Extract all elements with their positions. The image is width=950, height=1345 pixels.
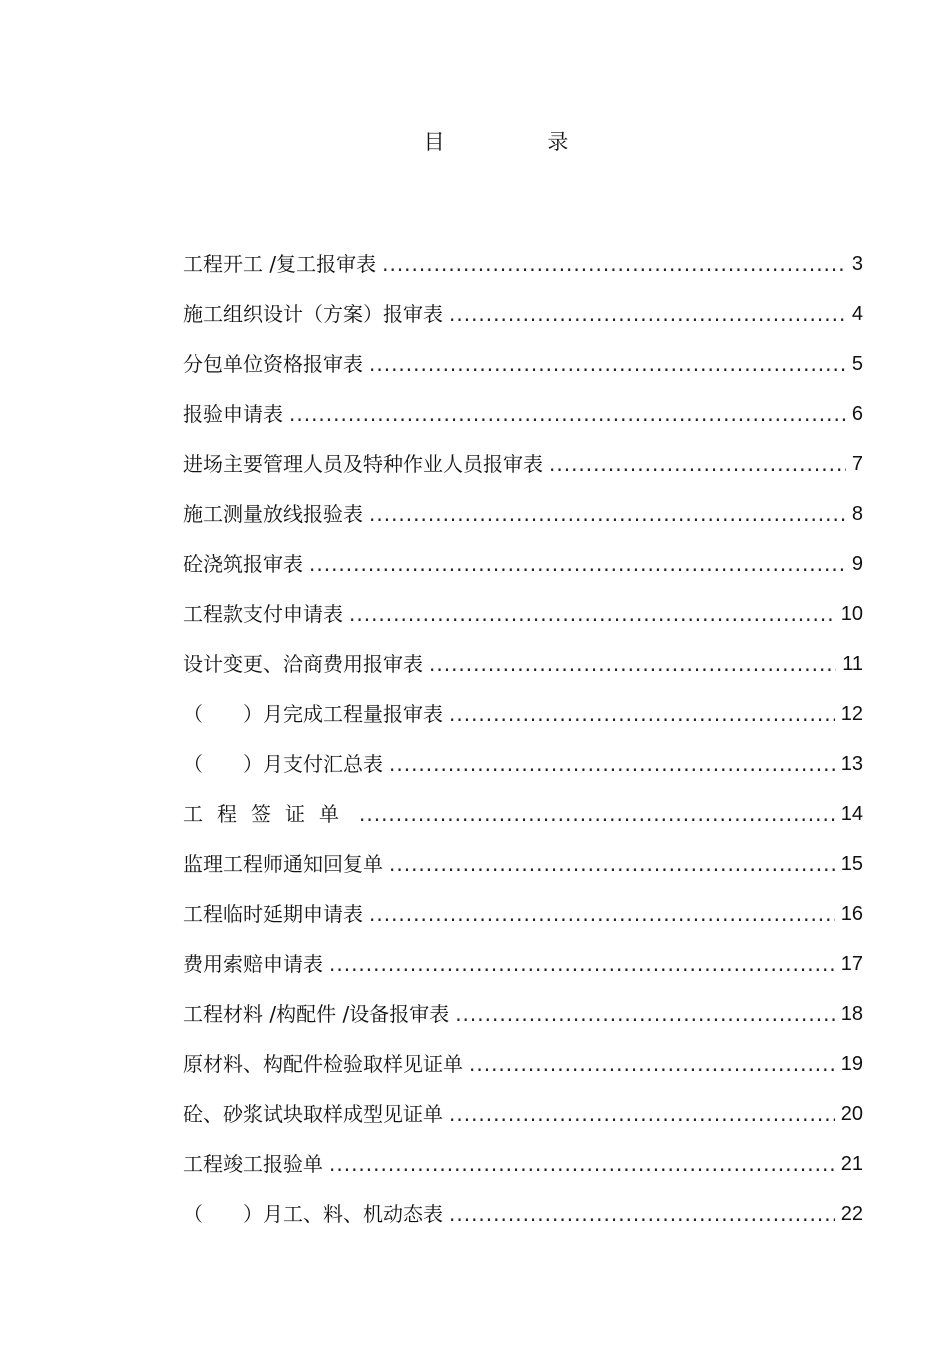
toc-entry-label: 工程材料 /构配件 /设备报审表 bbox=[183, 1002, 450, 1026]
toc-entry-page: 4 bbox=[851, 303, 863, 325]
toc-entry-page: 9 bbox=[851, 553, 863, 575]
toc-entry-page: 14 bbox=[840, 803, 863, 825]
toc-entry-page: 17 bbox=[840, 953, 863, 975]
toc-entry-page: 8 bbox=[851, 503, 863, 525]
toc-entry-page: 13 bbox=[840, 753, 863, 775]
toc-entry[interactable] bbox=[183, 624, 863, 674]
toc-leader-dots bbox=[449, 1204, 835, 1224]
toc-entry-page: 22 bbox=[840, 1203, 863, 1225]
toc-entry-page: 6 bbox=[851, 403, 863, 425]
toc-entry-label: 工程临时延期申请表 bbox=[183, 902, 363, 926]
toc-entry-label: 进场主要管理人员及特种作业人员报审表 bbox=[183, 452, 543, 476]
toc-entry-label: 工程开工 /复工报审表 bbox=[183, 252, 377, 276]
page-title: 目 录 bbox=[423, 130, 617, 154]
toc-entry-label: 工程款支付申请表 bbox=[183, 602, 343, 626]
toc-entry[interactable] bbox=[183, 924, 863, 974]
toc-entry[interactable] bbox=[183, 674, 863, 724]
toc-entry-label: （ ）月支付汇总表 bbox=[183, 752, 383, 776]
toc-entry-page: 3 bbox=[851, 253, 863, 275]
toc-leader-dots bbox=[449, 1104, 835, 1124]
toc-entry-label: 原材料、构配件检验取样见证单 bbox=[183, 1052, 463, 1076]
toc-entry-page: 5 bbox=[851, 353, 863, 375]
toc-entry-label: 费用索赔申请表 bbox=[183, 952, 323, 976]
toc-entry[interactable] bbox=[183, 374, 863, 424]
toc-entry-page: 18 bbox=[840, 1003, 863, 1025]
toc-leader-dots bbox=[369, 504, 846, 524]
toc-entry[interactable] bbox=[183, 524, 863, 574]
toc-leader-dots bbox=[382, 254, 846, 274]
toc-entry-label: 分包单位资格报审表 bbox=[183, 352, 363, 376]
table-of-contents bbox=[183, 224, 863, 1224]
toc-leader-dots bbox=[359, 804, 835, 824]
toc-entry[interactable] bbox=[183, 1074, 863, 1124]
toc-entry-label: 施工组织设计（方案）报审表 bbox=[183, 302, 443, 326]
toc-leader-dots bbox=[349, 604, 835, 624]
toc-entry[interactable] bbox=[183, 824, 863, 874]
toc-entry[interactable] bbox=[183, 1174, 863, 1224]
toc-entry-label: 砼浇筑报审表 bbox=[183, 552, 303, 576]
toc-leader-dots bbox=[455, 1004, 835, 1024]
toc-leader-dots bbox=[389, 854, 835, 874]
toc-leader-dots bbox=[449, 704, 835, 724]
toc-entry-label: 工程竣工报验单 bbox=[183, 1152, 323, 1176]
toc-leader-dots bbox=[329, 954, 835, 974]
toc-entry-page: 15 bbox=[840, 853, 863, 875]
toc-entry-label: 设计变更、洽商费用报审表 bbox=[183, 652, 423, 676]
toc-leader-dots bbox=[429, 654, 836, 674]
toc-leader-dots bbox=[389, 754, 835, 774]
toc-entry-label: 工程签证单 bbox=[183, 802, 353, 826]
toc-leader-dots bbox=[289, 404, 846, 424]
toc-entry[interactable] bbox=[183, 1124, 863, 1174]
toc-entry-label: （ ）月完成工程量报审表 bbox=[183, 702, 443, 726]
toc-entry[interactable] bbox=[183, 424, 863, 474]
toc-leader-dots bbox=[469, 1054, 835, 1074]
toc-entry-label: 施工测量放线报验表 bbox=[183, 502, 363, 526]
toc-entry[interactable] bbox=[183, 324, 863, 374]
toc-entry[interactable] bbox=[183, 574, 863, 624]
toc-entry-label: 砼、砂浆试块取样成型见证单 bbox=[183, 1102, 443, 1126]
toc-leader-dots bbox=[329, 1154, 835, 1174]
toc-leader-dots bbox=[369, 354, 846, 374]
toc-entry[interactable] bbox=[183, 474, 863, 524]
toc-entry-page: 10 bbox=[840, 603, 863, 625]
toc-entry[interactable] bbox=[183, 724, 863, 774]
toc-entry[interactable] bbox=[183, 224, 863, 274]
toc-entry-page: 12 bbox=[840, 703, 863, 725]
toc-entry-page: 16 bbox=[840, 903, 863, 925]
toc-entry-page: 21 bbox=[840, 1153, 863, 1175]
toc-entry[interactable] bbox=[183, 1024, 863, 1074]
toc-entry[interactable] bbox=[183, 974, 863, 1024]
toc-entry[interactable] bbox=[183, 274, 863, 324]
toc-leader-dots bbox=[549, 454, 846, 474]
toc-entry[interactable] bbox=[183, 774, 863, 824]
toc-entry[interactable] bbox=[183, 874, 863, 924]
toc-entry-page: 20 bbox=[840, 1103, 863, 1125]
toc-leader-dots bbox=[309, 554, 846, 574]
toc-entry-page: 19 bbox=[840, 1053, 863, 1075]
toc-entry-page: 7 bbox=[851, 453, 863, 475]
toc-leader-dots bbox=[449, 304, 846, 324]
toc-entry-label: 报验申请表 bbox=[183, 402, 283, 426]
toc-entry-label: （ ）月工、料、机动态表 bbox=[183, 1202, 443, 1226]
toc-leader-dots bbox=[369, 904, 835, 924]
toc-entry-page: 11 bbox=[842, 653, 863, 675]
toc-entry-label: 监理工程师通知回复单 bbox=[183, 852, 383, 876]
